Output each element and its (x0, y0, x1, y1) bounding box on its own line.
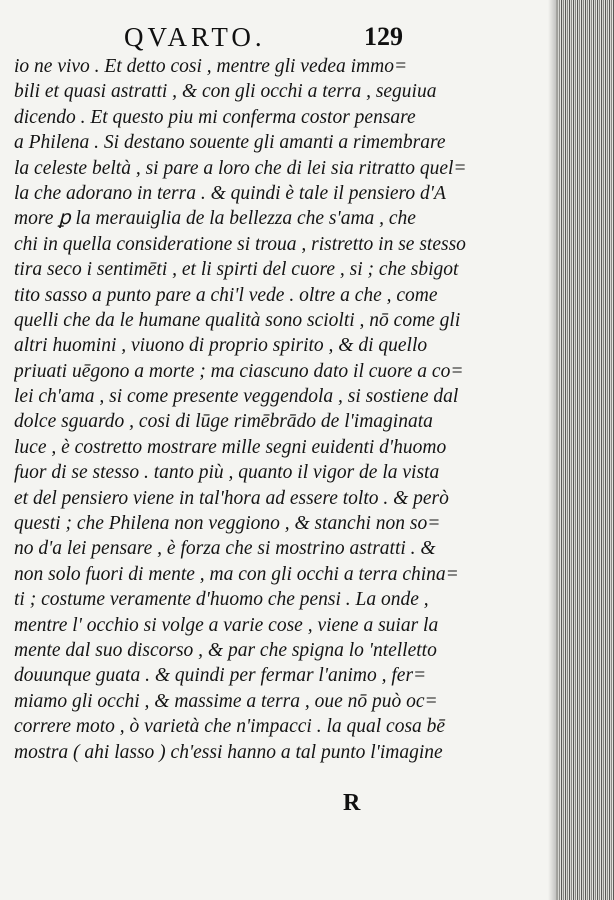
text-line: miamo gli occhi , & massime a terra , oue nō può oc= (14, 690, 438, 712)
text-line: fuor di se stesso . tanto più , quanto il vigor de la vista (14, 462, 440, 484)
text-line: chi in quella consideratione si troua , ristretto in se stesso (14, 233, 466, 255)
text-line: quelli che da le humane qualità sono sciolti , nō come gli (14, 309, 461, 331)
text-line: la che adorano in terra . & quindi è tale il pensiero d'A (14, 182, 446, 204)
text-line: tito sasso a punto pare a chi'l vede . oltre a che , come (14, 284, 438, 306)
text-line: luce , è costretto mostrare mille segni euidenti d'huomo (14, 436, 447, 458)
text-line: dolce sguardo , cosi di lūge rimēbrādo de l'imaginata (14, 411, 433, 433)
text-line: bili et quasi astratti , & con gli occhi a terra , seguiua (14, 81, 437, 103)
text-line: la celeste beltà , si pare a loro che di lei sia ritratto quel= (14, 157, 467, 179)
text-line: dicendo . Et questo piu mi conferma costor pensare (14, 106, 416, 128)
text-line: a Philena . Si destano souente gli amanti a rimembrare (14, 132, 446, 154)
signature-mark: R (343, 790, 361, 816)
text-line: altri huomini , viuono di proprio spirito , & di quello (14, 335, 428, 357)
text-line: non solo fuori di mente , ma con gli occhi a terra china= (14, 563, 459, 585)
text-line: priuati uēgono a morte ; ma ciascuno dato il cuore a co= (14, 360, 464, 382)
text-line: ti ; costume veramente d'huomo che pensi . La onde , (14, 589, 429, 611)
text-line: et del pensiero viene in tal'hora ad essere tolto . & però (14, 487, 449, 509)
page-header (0, 22, 556, 56)
text-line: mentre l' occhio si volge a varie cose , viene a suiar la (14, 614, 439, 636)
text-line: douunque guata . & quindi per fermar l'animo , fer= (14, 665, 427, 687)
page-number: 129 (364, 22, 403, 51)
text-line: mostra ( ahi lasso ) ch'essi hanno a tal punto l'imagine (14, 741, 443, 763)
text-line: mente dal suo discorso , & par che spigna lo 'ntelletto (14, 639, 437, 661)
body-text (14, 54, 544, 765)
text-line: questi ; che Philena non veggiono , & stanchi non so= (14, 513, 441, 535)
text-line: tira seco i sentimēti , et li spirti del cuore , si ; che sbigot (14, 259, 459, 281)
text-line: lei ch'ama , si come presente veggendola , si sostiene dal (14, 386, 459, 408)
text-line: no d'a lei pensare , è forza che si mostrino astratti . & (14, 538, 436, 560)
text-line: io ne vivo . Et detto cosi , mentre gli vedea immo= (14, 56, 408, 77)
text-line: correre moto , ò varietà che n'impacci . la qual cosa bē (14, 716, 446, 738)
running-head: QVARTO. (124, 22, 266, 52)
page-edges (558, 0, 614, 900)
text-line: more ꝑ la merauiglia de la bellezza che s'ama , che (14, 208, 416, 230)
